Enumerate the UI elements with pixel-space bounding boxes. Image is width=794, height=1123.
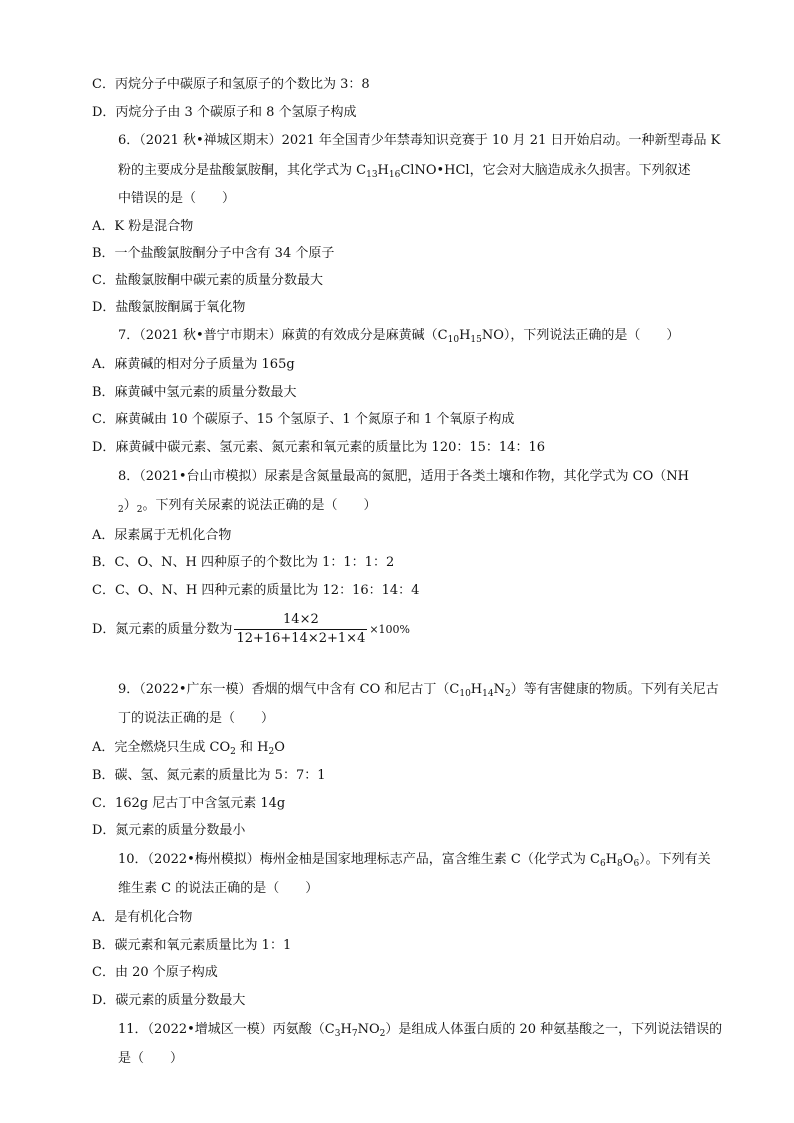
option-line: B．一个盐酸氯胺酮分子中含有 34 个原子 xyxy=(92,246,335,261)
option-prefix: D．氮元素的质量分数为 xyxy=(92,622,233,637)
fraction-denominator: 12+16+14×2+1×4 xyxy=(236,631,366,646)
option-line: D．盐酸氯胺酮属于氧化物 xyxy=(92,300,246,315)
question-line: 6．（2021 秋•禅城区期末）2021 年全国青少年禁毒知识竞赛于 10 月 21 日开始启动。一种新型毒品 K xyxy=(118,133,721,148)
option-line: A．K 粉是混合物 xyxy=(92,219,194,234)
option-line: B．碳元素和氧元素质量比为 1：1 xyxy=(92,938,292,953)
option-line: A．麻黄碱的相对分子质量为 165g xyxy=(92,357,295,372)
option-d-q8 xyxy=(92,611,410,648)
question-continuation: 维生素 C 的说法正确的是（ ） xyxy=(118,881,319,896)
question-line: 9．（2022•广东一模）香烟的烟气中含有 CO 和尼古丁$(C_{10}H_{14}N_2)$等有害健康的物质。下列有关尼古 xyxy=(118,682,719,699)
option-line: B．碳、氢、氮元素的质量比为 5：7：1 xyxy=(92,768,326,783)
question-continuation: 中错误的是（ ） xyxy=(118,191,236,206)
option-line: D．氮元素的质量分数最小 xyxy=(92,823,246,838)
option-line: C．丙烷分子中碳原子和氢原子的个数比为 3：8 xyxy=(92,77,370,92)
option-line: C．由 20 个原子构成 xyxy=(92,965,218,980)
option-line: C．162g 尼古丁中含氢元素 14g xyxy=(92,796,286,811)
option-line: A．尿素属于无机化合物 xyxy=(92,528,232,543)
option-suffix: ×100% xyxy=(369,623,411,636)
question-line: 7．（2021 秋•普宁市期末）麻黄的有效成分是麻黄碱$(C_{10}H_{15}NO)$，下列说法正确的是（ ） xyxy=(118,328,680,345)
option-line: A．完全燃烧只生成 $CO_2$ 和 $H_2O$ xyxy=(92,740,285,757)
question-line: 10．（2022•梅州模拟）梅州金柚是国家地理标志产品，富含维生素 C（化学式为 $C_6H_8O_6$）。下列有关 xyxy=(118,852,711,869)
option-line: C．盐酸氯胺酮中碳元素的质量分数最大 xyxy=(92,273,323,288)
question-continuation: $_2)_2$。下列有关尿素的说法正确的是（ ） xyxy=(118,498,377,515)
question-line: 11．（2022•增城区一模）丙氨酸$(C_3H_7NO_2)$是组成人体蛋白质的 20 种氨基酸之一，下列说法错误的 xyxy=(118,1022,723,1039)
option-line: D．麻黄碱中碳元素、氢元素、氮元素和氧元素的质量比为 120：15：14：16 xyxy=(92,440,545,455)
question-continuation: 粉的主要成分是盐酸氯胺酮，其化学式为 $C_{13}H_{16}ClNO•HCl$，它会对大脑造成永久损害。下列叙述 xyxy=(118,163,691,180)
option-line: D．碳元素的质量分数最大 xyxy=(92,993,246,1008)
option-line: B．麻黄碱中氢元素的质量分数最大 xyxy=(92,385,297,400)
option-line: A．是有机化合物 xyxy=(92,910,193,925)
question-line: 8．（2021•台山市模拟）尿素是含氮量最高的氮肥，适用于各类土壤和作物，其化学式为 CO（NH xyxy=(118,469,689,484)
question-continuation: 是（ ） xyxy=(118,1051,184,1066)
option-line: C．C、O、N、H 四种元素的质量比为 12：16：14：4 xyxy=(92,583,420,598)
question-continuation: 丁的说法正确的是（ ） xyxy=(118,711,275,726)
option-line: D．丙烷分子由 3 个碳原子和 8 个氢原子构成 xyxy=(92,105,357,120)
fraction xyxy=(234,611,367,648)
fraction-numerator: 14×2 xyxy=(234,611,367,630)
option-line: B．C、O、N、H 四种原子的个数比为 1：1：1：2 xyxy=(92,555,395,570)
option-line: C．麻黄碱由 10 个碳原子、15 个氢原子、1 个氮原子和 1 个氧原子构成 xyxy=(92,412,515,427)
